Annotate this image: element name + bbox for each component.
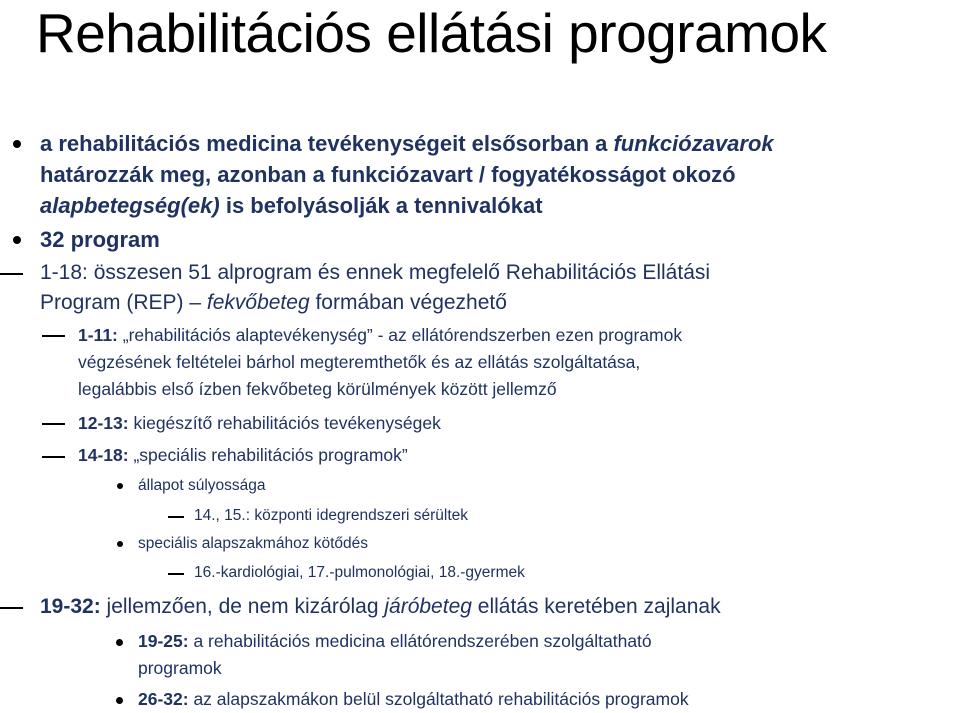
bullet-4-line-3: legalábbis első ízben fekvőbeteg körülmények között jellemző — [78, 379, 557, 399]
dash-marker — [0, 273, 23, 275]
bullet-12-line-2: programok — [138, 658, 222, 678]
dash-marker — [0, 607, 23, 609]
bullet-11-text-2: ellátás keretében zajlanak — [471, 595, 721, 618]
bullet-13 — [138, 686, 689, 713]
bullet-8 — [194, 504, 468, 528]
bullet-3 — [40, 258, 938, 318]
bullet-5 — [78, 410, 441, 437]
bullet-8-head: 14., 15. — [194, 507, 246, 524]
bullet-5-head: 12-13: — [78, 413, 134, 433]
bullet-3-italic: fekvőbeteg — [206, 291, 310, 314]
bullet-dot — [13, 140, 21, 148]
bullet-4-line-2: végzésének feltételei bárhol megteremthetők és az ellátás szolgáltatása, — [78, 352, 641, 372]
bullet-13-text: az alapszakmákon belül szolgáltatható rehabilitációs programok — [193, 689, 689, 709]
dash-marker — [42, 335, 65, 337]
bullet-dot — [117, 541, 123, 547]
bullet-5-text: kiegészítő rehabilitációs tevékenységek — [133, 413, 441, 433]
bullet-1-italic: funkciózavarok — [613, 131, 774, 156]
bullet-1-line-2: határozzák meg, azonban a funkciózavart / fogyatékosságot okozó — [40, 162, 736, 187]
bullet-8-text: : központi idegrendszeri sérültek — [245, 507, 469, 524]
dash-marker — [42, 456, 65, 458]
dash-marker — [168, 516, 184, 518]
bullet-4-head: 1-11: — [78, 325, 123, 345]
bullet-dot — [13, 236, 21, 244]
bullet-7: állapot súlyossága — [138, 477, 266, 494]
bullet-11-text: jellemzően, de nem kizárólag — [106, 595, 385, 618]
bullet-1-text: a rehabilitációs medicina tevékenységeit elsősorban a — [40, 131, 614, 156]
bullet-3-text: Program (REP) – — [40, 291, 207, 314]
bullet-dot — [116, 697, 123, 704]
bullet-10-text: -kardiológiai, 17.-pulmonológiai, 18.-gyermek — [215, 564, 525, 581]
bullet-4-line-1: „rehabilitációs alaptevékenység” - az ellátórendszerben ezen programok — [122, 325, 683, 345]
dash-marker — [42, 423, 65, 425]
bullet-11-italic: járóbeteg — [384, 595, 472, 618]
bullet-2: 32 program — [40, 227, 160, 252]
bullet-12 — [138, 628, 936, 682]
bullet-dot — [117, 483, 123, 489]
bullet-1-italic-2: alapbetegség(ek) — [40, 193, 220, 218]
bullet-10-head: 16. — [194, 564, 216, 581]
bullet-12-head: 19-25: — [138, 631, 194, 651]
bullet-6 — [78, 442, 408, 469]
slide-title: Rehabilitációs ellátási programok — [36, 2, 827, 64]
bullet-1-text-3: is befolyásolják a tennivalókat — [219, 193, 543, 218]
bullet-dot — [116, 639, 123, 646]
bullet-3-text-2: formában végezhető — [309, 291, 507, 314]
bullet-1 — [40, 128, 938, 221]
bullet-13-head: 26-32: — [138, 689, 194, 709]
bullet-12-line-1: a rehabilitációs medicina ellátórendszerében szolgáltatható — [193, 631, 652, 651]
bullet-11-head: 19-32: — [40, 595, 107, 618]
bullet-6-text: „speciális rehabilitációs programok” — [133, 445, 408, 465]
bullet-3-line-1: 1-18: összesen 51 alprogram és ennek megfelelő Rehabilitációs Ellátási — [40, 261, 711, 284]
bullet-10 — [194, 561, 525, 585]
dash-marker — [168, 573, 184, 575]
bullet-11 — [40, 592, 721, 622]
bullet-4 — [78, 322, 936, 403]
bullet-6-head: 14-18: — [78, 445, 134, 465]
bullet-9: speciális alapszakmához kötődés — [138, 535, 369, 552]
